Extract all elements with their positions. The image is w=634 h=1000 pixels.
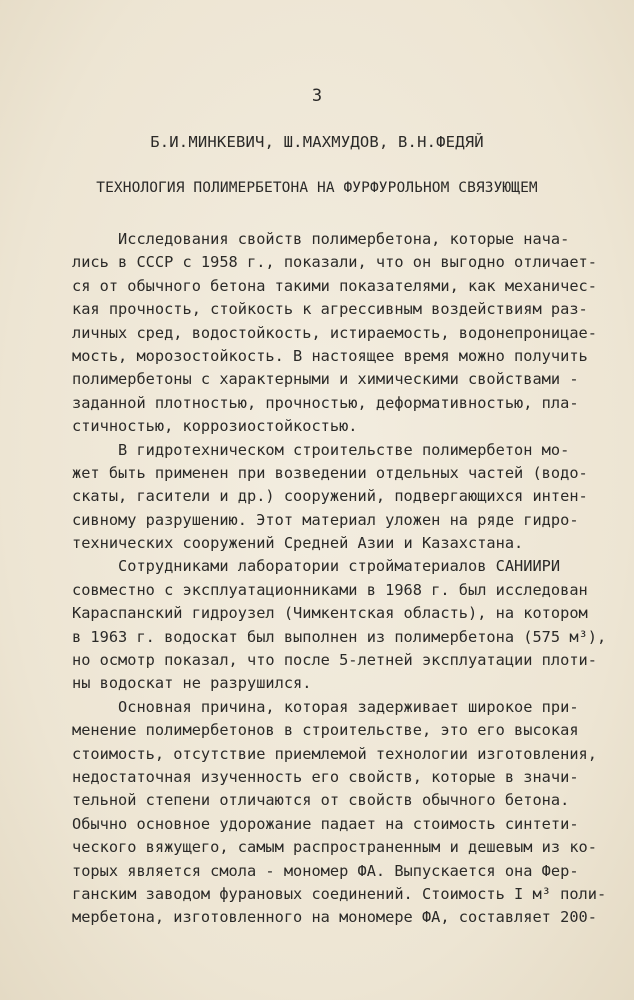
authors: Б.И.МИНКЕВИЧ, Ш.МАХМУДОВ, В.Н.ФЕДЯЙ [150,133,484,151]
text-line: полимербетоны с характерными и химическими свойствами - [72,370,579,389]
text-line: Караспанский гидроузел (Чимкентская область), на котором [72,604,588,623]
text-line: скаты, гасители и др.) сооружений, подвергающихся интен- [72,487,588,506]
text-line: недостаточная изученность его свойств, которые в значи- [72,767,579,786]
text-line: В гидротехническом строительстве полимербетон мо- [72,440,570,459]
text-line: стичностью, коррозиостойкостью. [72,417,358,436]
text-line: сивному разрушению. Этот материал уложен на ряде гидро- [72,510,579,529]
text-line: в 1963 г. водоскат был выполнен из полимербетона (575 м³), [72,627,607,646]
text-line: Исследования свойств полимербетона, которые нача- [72,230,570,248]
text-line: ческого вяжущего, самым распространенным и дешевым из ко- [72,838,597,857]
text-line: технических сооружений Средней Азии и Казахстана. [72,534,524,553]
text-line: Сотрудниками лаборатории стройматериалов САНИИРИ [72,557,561,576]
text-line: торых является смола - мономер ФА. Выпускается она Фер- [72,861,579,880]
body-text [72,228,607,930]
text-line: Основная причина, которая задерживает широкое при- [72,697,579,716]
text-line: жет быть применен при возведении отдельных частей (водо- [72,463,588,482]
text-line: тельной степени отличаются от свойств обычного бетона. [72,791,570,810]
text-line: ганским заводом фурановых соединений. Стоимость I м³ поли- [72,884,607,903]
text-line: ся от обычного бетона такими показателями, как механичес- [72,276,597,295]
text-line: личных сред, водостойкость, истираемость, водонепроницае- [72,323,597,342]
text-line: но осмотр показал, что после 5-летней эксплуатации плоти- [72,651,597,670]
text-line: кая прочность, стойкость к агрессивным воздействиям раз- [72,300,588,319]
text-line: ны водоскат не разрушился. [72,674,312,693]
text-line: мость, морозостойкость. В настоящее время можно получить [72,346,588,365]
text-line: стоимость, отсутствие приемлемой технологии изготовления, [72,744,597,763]
article-title: ТЕХНОЛОГИЯ ПОЛИМЕРБЕТОНА НА ФУРФУРОЛЬНОМ СВЯЗУЮЩЕМ [96,180,538,196]
text-line: Обычно основное удорожание падает на стоимость синтети- [72,814,579,833]
text-line: совместно с эксплуатационниками в 1968 г. был исследован [72,580,588,599]
text-line: менение полимербетонов в строительстве, это его высокая [72,721,579,740]
text-line: лись в СССР с 1958 г., показали, что он выгодно отличает- [72,253,597,272]
text-line: мербетона, изготовленного на мономере ФА, составляет 200- [72,908,597,927]
text-line: заданной плотностью, прочностью, деформативностью, пла- [72,393,579,412]
page-number: 3 [311,86,323,106]
